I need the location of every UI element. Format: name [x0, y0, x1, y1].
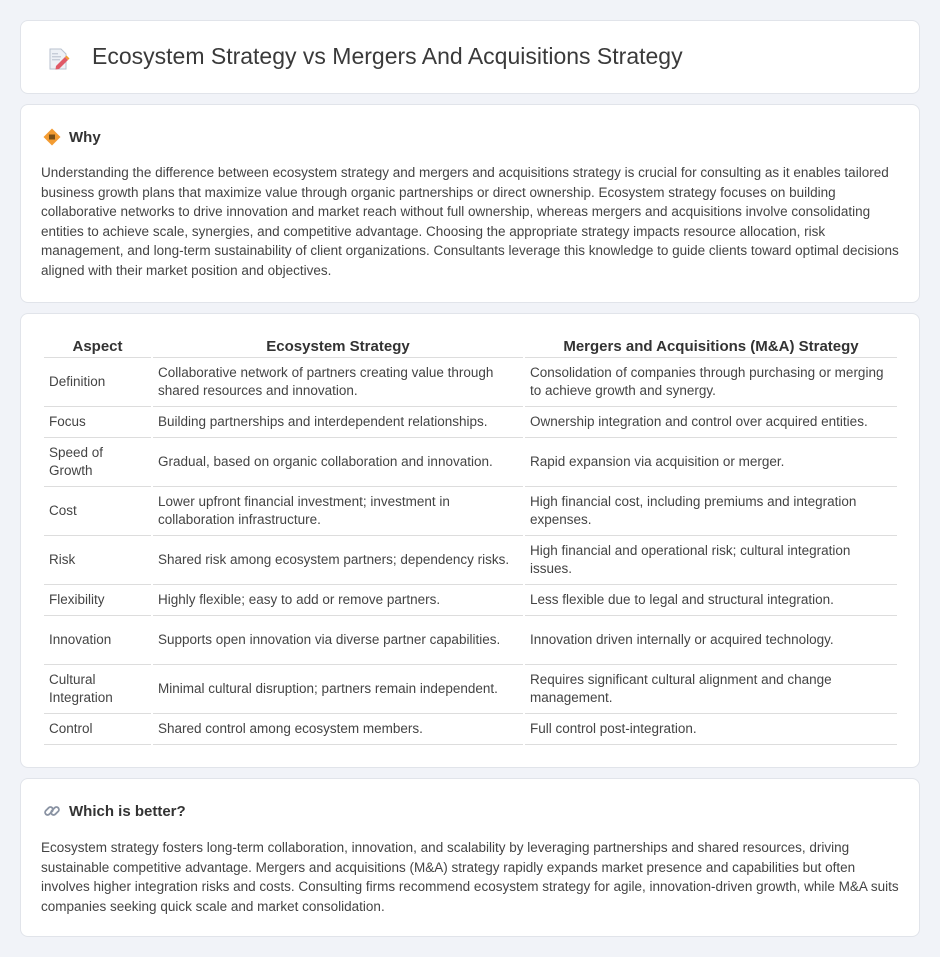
column-header-ma: Mergers and Acquisitions (M&A) Strategy [525, 334, 897, 358]
table-row [44, 487, 897, 536]
row-aspect: Definition [44, 358, 151, 407]
row-ma: Less flexible due to legal and structural integration. [525, 585, 897, 616]
why-heading-row [43, 127, 101, 147]
which-better-section [20, 778, 920, 937]
row-ma: Consolidation of companies through purchasing or merging to achieve growth and synergy. [525, 358, 897, 407]
row-ecosystem: Lower upfront financial investment; investment in collaboration infrastructure. [153, 487, 523, 536]
row-ma: Rapid expansion via acquisition or merger. [525, 438, 897, 487]
comparison-section [20, 313, 920, 768]
row-ecosystem: Shared control among ecosystem members. [153, 714, 523, 745]
row-ma: High financial and operational risk; cultural integration issues. [525, 536, 897, 585]
better-heading-row [43, 801, 186, 821]
row-ecosystem: Gradual, based on organic collaboration and innovation. [153, 438, 523, 487]
row-aspect: Cost [44, 487, 151, 536]
table-row [44, 665, 897, 714]
row-ecosystem: Building partnerships and interdependent relationships. [153, 407, 523, 438]
table-row [44, 536, 897, 585]
column-header-ecosystem: Ecosystem Strategy [153, 334, 523, 358]
row-aspect: Control [44, 714, 151, 745]
why-body: Understanding the difference between ecosystem strategy and mergers and acquisitions strategy is crucial for consulting as it enables tailored business growth plans that maximize value through organic partnerships or direct ownership. Ecosystem strategy focuses on building collaborative networks to drive innovation and market reach without full ownership, whereas mergers and acquisitions involve consolidating entities to achieve scale, synergies, and competitive advantage. Choosing the appropriate strategy impacts resource allocation, risk management, and long-term sustainability of client organizations. Consultants leverage this knowledge to guide clients toward optimal decisions aligned with their market position and objectives. [41, 165, 899, 278]
table-row [44, 616, 897, 665]
table-row [44, 358, 897, 407]
title-card [20, 20, 920, 94]
row-ecosystem: Collaborative network of partners creating value through shared resources and innovation. [153, 358, 523, 407]
row-ma: Full control post-integration. [525, 714, 897, 745]
document-edit-icon [47, 47, 71, 71]
row-aspect: Risk [44, 536, 151, 585]
table-row [44, 438, 897, 487]
better-heading: Which is better? [69, 802, 186, 820]
row-ma: High financial cost, including premiums and integration expenses. [525, 487, 897, 536]
row-aspect: Innovation [44, 616, 151, 665]
row-ma: Ownership integration and control over acquired entities. [525, 407, 897, 438]
page-title: Ecosystem Strategy vs Mergers And Acquisitions Strategy [92, 43, 683, 69]
why-heading: Why [69, 128, 101, 146]
row-aspect: Flexibility [44, 585, 151, 616]
row-ma: Innovation driven internally or acquired technology. [525, 616, 897, 665]
table-row [44, 407, 897, 438]
row-aspect: Cultural Integration [44, 665, 151, 714]
diamond-signal-icon [43, 128, 61, 146]
row-ecosystem: Supports open innovation via diverse partner capabilities. [153, 616, 523, 665]
column-header-aspect: Aspect [44, 334, 151, 358]
row-aspect: Speed of Growth [44, 438, 151, 487]
table-header-row [44, 334, 897, 358]
table-row [44, 714, 897, 745]
row-ecosystem: Minimal cultural disruption; partners remain independent. [153, 665, 523, 714]
why-section [20, 104, 920, 303]
row-ecosystem: Highly flexible; easy to add or remove partners. [153, 585, 523, 616]
row-ecosystem: Shared risk among ecosystem partners; dependency risks. [153, 536, 523, 585]
comparison-table [42, 334, 899, 745]
row-ma: Requires significant cultural alignment and change management. [525, 665, 897, 714]
row-aspect: Focus [44, 407, 151, 438]
link-icon [43, 802, 61, 820]
table-row [44, 585, 897, 616]
better-body: Ecosystem strategy fosters long-term collaboration, innovation, and scalability by leveraging partnerships and shared resources, driving sustainable competitive advantage. Mergers and acquisitions (M&A) strategy rapidly expands market presence and capabilities but often involves higher integration risks and costs. Consulting firms recommend ecosystem strategy for agile, innovation-driven growth, while M&A suits companies seeking quick scale and market consolidation. [41, 840, 899, 914]
